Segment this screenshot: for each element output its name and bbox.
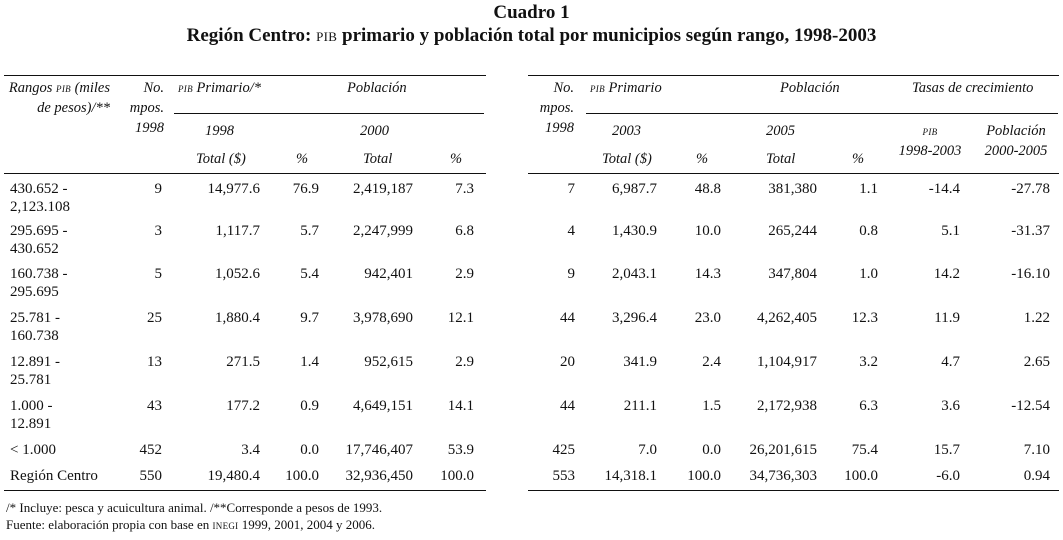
cell-pob05pct: 6.3 [859,398,878,414]
header-pib-left-label: Primario/* [192,80,261,96]
cell-mpos-r: 553 [552,468,575,484]
cell-pib03pct: 100.0 [687,468,721,484]
header-poblacion-left: Población [347,80,407,96]
cell-pob00pct: 12.1 [447,310,474,326]
row-range-label: < 1.000 [10,442,56,458]
cell-pob00: 952,615 [364,354,413,370]
row-range-label: 430.652 - [10,181,68,197]
header-poblacion-right: Población [780,80,840,96]
header-tasa-pob-label: Población [986,123,1046,139]
cell-pob05: 381,380 [768,181,817,197]
cell-pob05pct: 1.0 [859,266,878,282]
header-rangos-post: (miles [70,80,110,96]
cell-pib03pct: 10.0 [694,223,721,239]
cell-tasa-pob: 2.65 [1023,354,1050,370]
header-no-mpos-right-2: mpos. [539,100,574,116]
cell-mpos98: 3 [154,223,162,239]
cell-pib98pct: 5.7 [300,223,319,239]
title-text-start: Región Centro: [186,25,317,46]
cell-mpos98: 452 [139,442,162,458]
row-range-label: 295.695 [10,284,59,300]
header-pib-primario-left [178,78,261,98]
cell-pob05: 34,736,303 [749,468,817,484]
row-range-label: Región Centro [10,468,98,484]
cell-pib98: 14,977.6 [207,181,260,197]
cell-pib98: 3.4 [241,442,260,458]
cell-tasa-pob: -12.54 [1011,398,1050,414]
header-pct-2: % [450,151,463,167]
cell-pib03pct: 2.4 [702,354,721,370]
footnote-1: /* Incluye: pesca y acuicultura animal. /**Corresponde a pesos de 1993. [6,500,383,515]
cell-tasa-pib: 5.1 [941,223,960,239]
table-caption-number: Cuadro 1 [493,2,570,23]
cell-pib03: 7.0 [638,442,657,458]
cell-mpos-r: 425 [552,442,575,458]
row-range-label: 160.738 - [10,266,68,282]
cell-pob00: 2,247,999 [353,223,413,239]
cell-tasa-pob: -16.10 [1011,266,1050,282]
header-tasa-pib [890,121,970,161]
cell-pob05: 4,262,405 [757,310,817,326]
cell-pob00: 32,936,450 [345,468,413,484]
cell-pob00pct: 6.8 [455,223,474,239]
cell-mpos98: 25 [147,310,162,326]
row-range-label: 12.891 [10,416,52,432]
header-pib-primario-right [590,78,662,98]
header-total-left: Total [363,151,393,167]
header-pib-left-abbrev: pib [178,80,193,95]
row-range-label: 25.781 - [10,310,60,326]
cell-pob00: 942,401 [364,266,413,282]
cell-pob05: 1,104,917 [757,354,817,370]
cell-pib98pct: 0.0 [300,442,319,458]
cell-tasa-pib: 3.6 [941,398,960,414]
table-title [0,25,1063,47]
header-no-mpos-left-3: 1998 [135,120,164,136]
cell-pob05: 347,804 [768,266,817,282]
header-rangos-pre: Rangos [8,80,57,96]
cell-pib98pct: 5.4 [300,266,319,282]
cell-pib03pct: 23.0 [694,310,721,326]
header-total-pesos-left: Total ($) [196,151,246,167]
cell-tasa-pib: -14.4 [928,181,960,197]
header-rangos-line2: de pesos)/** [37,100,110,116]
cell-pib03: 2,043.1 [612,266,657,282]
header-no-mpos-right-1: No. [553,80,574,96]
cell-tasa-pob: -31.37 [1011,223,1050,239]
cell-pib98pct: 76.9 [292,181,319,197]
header-no-mpos-right [528,78,574,138]
cell-pib03: 3,296.4 [612,310,657,326]
header-bottom-rule-left [4,173,486,174]
cell-tasa-pib: -6.0 [936,468,960,484]
cell-mpos-r: 44 [560,310,575,326]
cell-pib03pct: 0.0 [702,442,721,458]
footnote-source [6,517,375,533]
cell-tasa-pib: 14.2 [933,266,960,282]
cell-tasa-pob: 0.94 [1023,468,1050,484]
cell-mpos98: 5 [154,266,162,282]
row-range-label: 1.000 - [10,398,53,414]
header-no-mpos-left-2: mpos. [129,100,164,116]
header-pib-right-label: Primario [604,80,662,96]
cell-pob05pct: 1.1 [859,181,878,197]
header-no-mpos-left [118,78,164,138]
cell-pib98: 1,117.7 [215,223,260,239]
footnote-source-pre: Fuente: elaboración propia con base en [6,517,213,532]
cell-pib03: 341.9 [623,354,657,370]
footnote-source-post: 1999, 2001, 2004 y 2006. [238,517,375,532]
cell-pib03pct: 14.3 [694,266,721,282]
cell-mpos98: 13 [147,354,162,370]
header-pct-3: % [696,151,709,167]
row-range-label: 160.738 [10,328,59,344]
header-total-right: Total [766,151,796,167]
cell-tasa-pob: 7.10 [1023,442,1050,458]
cell-pib98pct: 9.7 [300,310,319,326]
header-pct-4: % [852,151,865,167]
cell-pob00: 3,978,690 [353,310,413,326]
bottom-rule-right [528,490,1059,491]
top-rule-right [528,75,1059,76]
row-range-label: 430.652 [10,241,59,257]
header-tasa-pib-abbrev: pib [922,123,938,138]
cell-tasa-pob: 1.22 [1023,310,1050,326]
cell-pib03: 1,430.9 [612,223,657,239]
cell-pib03pct: 1.5 [702,398,721,414]
cell-pob00pct: 7.3 [455,181,474,197]
header-tasas: Tasas de crecimiento [912,80,1034,96]
cell-tasa-pib: 4.7 [941,354,960,370]
cell-tasa-pib: 15.7 [933,442,960,458]
cell-pib98pct: 0.9 [300,398,319,414]
cell-pob05pct: 100.0 [844,468,878,484]
header-pib-right-abbrev: pib [590,80,605,95]
cell-mpos-r: 20 [560,354,575,370]
cell-tasa-pib: 11.9 [934,310,960,326]
cell-pob05pct: 0.8 [859,223,878,239]
cell-pib98: 19,480.4 [207,468,260,484]
header-year-2003: 2003 [612,123,641,139]
footnote-source-inegi: inegi [212,517,239,532]
cell-mpos98: 550 [139,468,162,484]
header-rangos [6,78,110,118]
cell-pob00: 17,746,407 [345,442,413,458]
cell-mpos-r: 4 [567,223,575,239]
top-rule-left [4,75,486,76]
header-bottom-rule-right [528,173,1059,174]
cell-pob05pct: 3.2 [859,354,878,370]
header-tasa-pib-years: 1998-2003 [898,143,962,159]
pib-header-rule-right [586,113,1058,114]
bottom-rule-left [4,490,486,491]
cell-pib98: 271.5 [226,354,260,370]
cell-tasa-pob: -27.78 [1011,181,1050,197]
row-range-label: 12.891 - [10,354,60,370]
cell-pob05pct: 75.4 [851,442,878,458]
header-total-pesos-right: Total ($) [602,151,652,167]
header-year-1998: 1998 [205,123,234,139]
cell-mpos-r: 44 [560,398,575,414]
header-rangos-pib: pib [56,80,71,95]
cell-pib98: 1,052.6 [215,266,260,282]
header-no-mpos-left-1: No. [143,80,164,96]
header-pct-1: % [296,151,309,167]
cell-pob00pct: 2.9 [455,354,474,370]
header-year-2005: 2005 [766,123,795,139]
cell-pob05: 2,172,938 [757,398,817,414]
cell-pob00pct: 100.0 [440,468,474,484]
cell-pib03pct: 48.8 [694,181,721,197]
cell-mpos98: 9 [154,181,162,197]
cell-pob05: 265,244 [768,223,817,239]
cell-pib98pct: 1.4 [300,354,319,370]
cell-pib98: 1,880.4 [215,310,260,326]
cell-mpos-r: 9 [567,266,575,282]
cell-pob00pct: 53.9 [447,442,474,458]
cell-pob05: 26,201,615 [749,442,817,458]
title-pib-abbrev: pib [316,25,338,46]
header-year-2000: 2000 [360,123,389,139]
cell-pob00pct: 14.1 [447,398,474,414]
header-tasa-poblacion [976,121,1056,161]
pib-header-rule-left [174,113,484,114]
header-rangos-line1 [6,78,110,98]
row-range-label: 25.781 [10,372,52,388]
cell-mpos-r: 7 [567,181,575,197]
header-tasa-pob-years: 2000-2005 [984,143,1048,159]
cell-pib98pct: 100.0 [285,468,319,484]
cell-pob05pct: 12.3 [851,310,878,326]
cell-pob00: 2,419,187 [353,181,413,197]
row-range-label: 2,123.108 [10,199,70,215]
cell-pob00: 4,649,151 [353,398,413,414]
cell-pib03: 211.1 [623,398,657,414]
cell-pob00pct: 2.9 [455,266,474,282]
cell-pib03: 14,318.1 [604,468,657,484]
title-text-end: primario y población total por municipios según rango, 1998-2003 [337,25,877,46]
header-no-mpos-right-3: 1998 [545,120,574,136]
row-range-label: 295.695 - [10,223,68,239]
cell-pib03: 6,987.7 [612,181,657,197]
cell-pib98: 177.2 [226,398,260,414]
cell-mpos98: 43 [147,398,162,414]
